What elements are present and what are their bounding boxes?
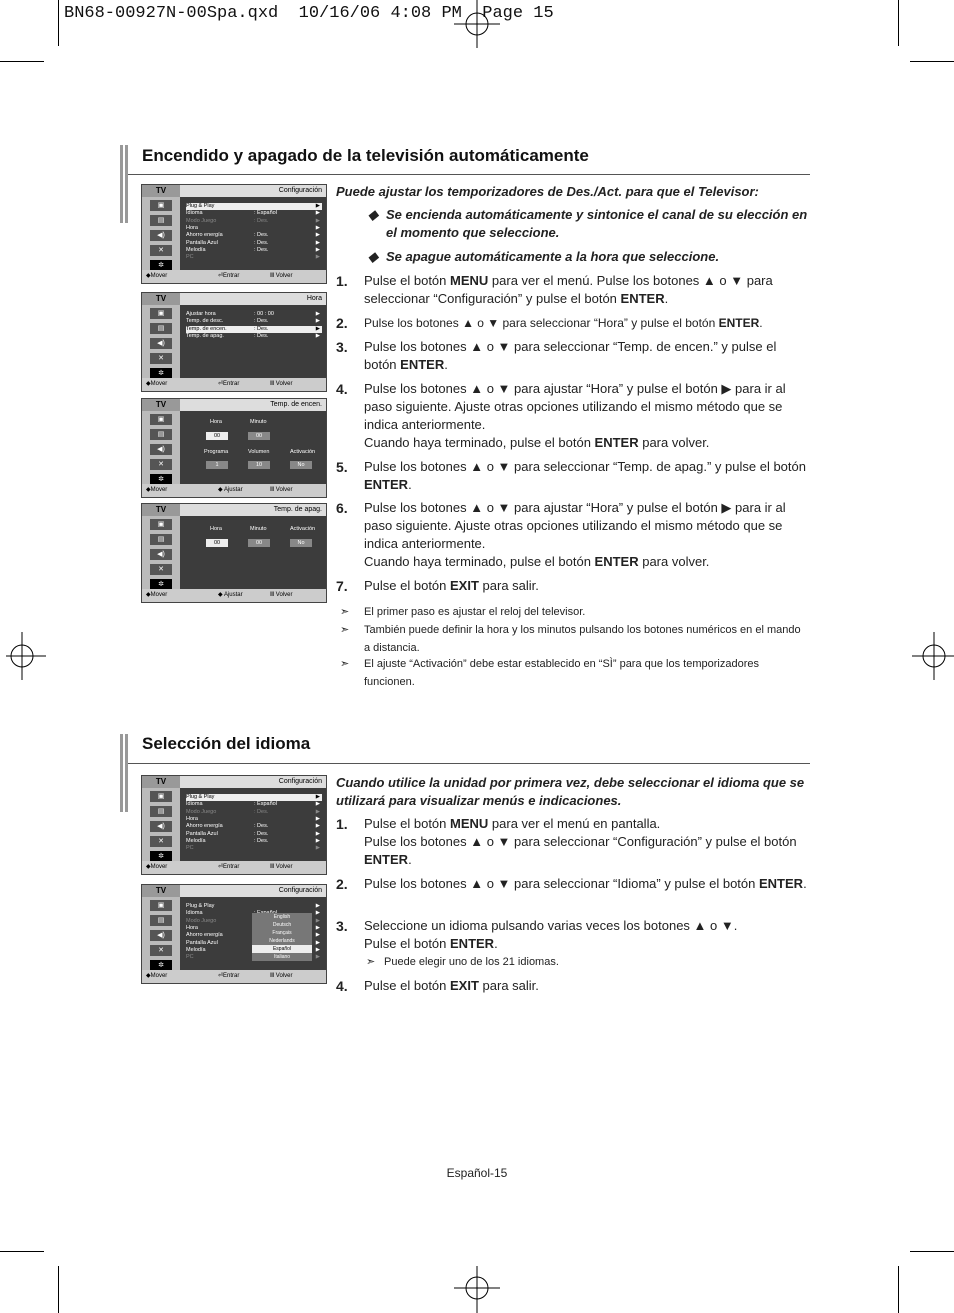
crop-mark bbox=[58, 1266, 59, 1313]
diamond-icon: ◆ bbox=[368, 249, 378, 264]
pointer-arrow-icon: ➣ bbox=[340, 606, 350, 618]
menu-row: Idioma : Español ▶ bbox=[186, 210, 320, 217]
step-number: 4. bbox=[336, 978, 348, 994]
section-bar bbox=[125, 145, 128, 223]
step-number: 3. bbox=[336, 918, 348, 934]
menu-row: Pantalla Azul : Des. ▶ bbox=[186, 239, 320, 246]
step-number: 2. bbox=[336, 315, 348, 331]
diamond-icon: ◆ bbox=[368, 207, 378, 222]
menu-row: Modo Juego : Des. ▶ bbox=[186, 217, 320, 224]
language-option: English bbox=[273, 914, 291, 920]
menu-row: PC ▶ bbox=[186, 954, 320, 961]
step-text: Pulse el botón MENU para ver el menú en pantalla. Pulse los botones ▲ o ▼ para seleccionar “Configuración” y pulse el botón ENTER. bbox=[364, 816, 797, 867]
menu-row: PC ▶ bbox=[186, 845, 320, 852]
setup-icon: ✲ bbox=[150, 260, 172, 271]
page-number: Español-15 bbox=[446, 1166, 508, 1180]
step-number: 1. bbox=[336, 273, 348, 289]
step-text: Pulse el botón EXIT para salir. bbox=[364, 978, 539, 993]
menu-row: Temp. de apag. : Des. ▶ bbox=[186, 332, 320, 339]
menu-row: Plug & Play ▶ bbox=[186, 203, 320, 209]
tv-menu-screen: TV Configuración ▣ ▤ ◀) ✕ ✲ Plug & Play ▶ Idioma : Español ▶ Modo Juego : Des. ▶ Hora ▶ Ahorro energía : Des. ▶ Pantalla Azul : Des. ▶ Melodía : Des. ▶ PC ▶ ◆Mover ⏎Entrar Ⅲ Volver bbox=[141, 184, 327, 284]
step-number: 6. bbox=[336, 500, 348, 516]
input-icon: ✕ bbox=[150, 836, 172, 847]
registration-mark-icon bbox=[906, 632, 954, 680]
menu-row: Temp. de encen. : Des. ▶ bbox=[186, 325, 320, 332]
language-option: Nederlands bbox=[269, 938, 295, 944]
section-bar bbox=[125, 734, 128, 812]
input-icon: ✕ bbox=[150, 245, 172, 256]
menu-row: Pantalla Azul ▶ bbox=[186, 939, 320, 946]
section-intro: Cuando utilice la unidad por primera vez, debe seleccionar el idioma que se utilizará para visualizar menús e indicaciones. bbox=[336, 775, 805, 808]
sound-icon: ◀) bbox=[150, 930, 172, 941]
picture-icon: ▣ bbox=[150, 900, 172, 911]
language-list bbox=[252, 913, 312, 961]
crop-mark bbox=[898, 1266, 899, 1313]
menu-row: Hora ▶ bbox=[186, 924, 320, 931]
crop-mark bbox=[898, 0, 899, 46]
step-number: 5. bbox=[336, 459, 348, 475]
menu-row: PC ▶ bbox=[186, 254, 320, 261]
step-text: Pulse los botones ▲ o ▼ para ajustar “Hora” y pulse el botón ▶ para ir al paso siguiente. Ajuste otras opciones utilizando el mismo método que se indica anteriormente. Cuando haya terminado, pulse el botón ENTER para volver. bbox=[364, 500, 786, 569]
language-option: Français bbox=[272, 930, 292, 936]
registration-mark-icon bbox=[454, 0, 500, 48]
menu-row: Temp. de desc. : Des. ▶ bbox=[186, 318, 320, 325]
menu-row: Melodía : Des. ▶ bbox=[186, 837, 320, 844]
menu-row: Modo Juego : Des. ▶ bbox=[186, 808, 320, 815]
registration-mark-icon bbox=[454, 1266, 500, 1313]
setup-icon: ✲ bbox=[150, 960, 172, 971]
pointer-arrow-icon: ➣ bbox=[340, 658, 350, 670]
crop-mark bbox=[0, 61, 44, 62]
picture-icon: ▣ bbox=[150, 414, 172, 425]
menu-row: Idioma : Español ▶ bbox=[186, 801, 320, 808]
setup-icon: ✲ bbox=[150, 851, 172, 862]
crop-mark bbox=[0, 1251, 44, 1252]
file-header: BN68-00927N-00Spa.qxd 10/16/06 4:08 PM Page 15 bbox=[64, 4, 554, 23]
language-option: Italiano bbox=[273, 954, 291, 960]
menu-row: Ahorro energía : Des. ▶ bbox=[186, 823, 320, 830]
crop-mark bbox=[910, 61, 954, 62]
step-text: Pulse los botones ▲ o ▼ para seleccionar “Idioma” y pulse el botón ENTER. bbox=[364, 876, 807, 891]
input-icon: ✕ bbox=[150, 459, 172, 470]
registration-mark-icon bbox=[6, 632, 52, 680]
channel-icon: ▤ bbox=[150, 534, 172, 545]
tv-menu-screen: TV Temp. de encen. ▣ ▤ ◀) ✕ ✲ Hora Minuto 00 00 Programa Volumen Activación 1 10 No ◆Mover ◆ Ajustar Ⅲ Volver bbox=[141, 398, 327, 498]
sound-icon: ◀) bbox=[150, 230, 172, 241]
step-number: 2. bbox=[336, 876, 348, 892]
menu-row: Hora ▶ bbox=[186, 815, 320, 822]
step-text: Pulse los botones ▲ o ▼ para seleccionar “Temp. de encen.” y pulse el botón ENTER. bbox=[364, 339, 777, 372]
section-intro: Puede ajustar los temporizadores de Des./Act. para que el Televisor: bbox=[336, 184, 759, 199]
input-icon: ✕ bbox=[150, 353, 172, 364]
menu-row: Idioma ▶ bbox=[186, 910, 320, 917]
crop-mark bbox=[910, 1251, 954, 1252]
step-text: Pulse los botones ▲ o ▼ para ajustar “Hora” y pulse el botón ▶ para ir al paso siguiente. Ajuste otras opciones utilizando el mismo método que se indica anteriormente. Cuando haya terminado, pulse el botón ENTER para volver. bbox=[364, 381, 786, 450]
language-option: Español bbox=[252, 945, 312, 953]
language-option: Deutsch bbox=[272, 922, 292, 928]
input-icon: ✕ bbox=[150, 564, 172, 575]
channel-icon: ▤ bbox=[150, 806, 172, 817]
sound-icon: ◀) bbox=[150, 444, 172, 455]
step-text: Pulse los botones ▲ o ▼ para seleccionar “Hora” y pulse el botón ENTER. bbox=[364, 316, 763, 330]
tv-menu-screen: TV Temp. de apag. ▣ ▤ ◀) ✕ ✲ Hora Minuto Activación 00 00 No ◆Mover ◆ Ajustar Ⅲ Volver bbox=[141, 503, 327, 603]
picture-icon: ▣ bbox=[150, 519, 172, 530]
picture-icon: ▣ bbox=[150, 308, 172, 319]
menu-row: Hora ▶ bbox=[186, 224, 320, 231]
pointer-arrow-icon: ➣ bbox=[366, 956, 376, 968]
step-text: Pulse el botón EXIT para salir. bbox=[364, 578, 539, 593]
menu-row: Ahorro energía : Des. ▶ bbox=[186, 232, 320, 239]
tv-menu-screen: TV Configuración ▣ ▤ ◀) ✕ ✲ Plug & Play ▶ Idioma : Español ▶ Modo Juego : Des. ▶ Hora ▶ Ahorro energía : Des. ▶ Pantalla Azul : Des. ▶ Melodía : Des. ▶ PC ▶ ◆Mover ⏎Entrar Ⅲ Volver bbox=[141, 775, 327, 875]
sound-icon: ◀) bbox=[150, 821, 172, 832]
section-bar bbox=[120, 734, 123, 812]
step-number: 1. bbox=[336, 816, 348, 832]
channel-icon: ▤ bbox=[150, 429, 172, 440]
pointer-arrow-icon: ➣ bbox=[340, 624, 350, 636]
step-text: Seleccione un idioma pulsando varias veces los botones ▲ o ▼. Pulse el botón ENTER. bbox=[364, 918, 738, 951]
menu-row: Melodía ▶ bbox=[186, 946, 320, 953]
channel-icon: ▤ bbox=[150, 323, 172, 334]
step-text: Pulse los botones ▲ o ▼ para seleccionar “Temp. de apag.” y pulse el botón ENTER. bbox=[364, 459, 806, 492]
section-rule bbox=[128, 174, 810, 175]
menu-row: Pantalla Azul : Des. ▶ bbox=[186, 830, 320, 837]
menu-row: Ahorro energía ▶ bbox=[186, 932, 320, 939]
menu-row: Ajustar hora : 00 : 00 ▶ bbox=[186, 311, 320, 317]
menu-row: Modo Juego ▶ bbox=[186, 917, 320, 924]
setup-icon: ✲ bbox=[150, 474, 172, 485]
step-number: 4. bbox=[336, 381, 348, 397]
crop-mark bbox=[58, 0, 59, 46]
channel-icon: ▤ bbox=[150, 215, 172, 226]
setup-icon: ✲ bbox=[150, 368, 172, 379]
section-bar bbox=[120, 145, 123, 223]
menu-row: Plug & Play ▶ bbox=[186, 794, 320, 800]
input-icon: ✕ bbox=[150, 945, 172, 956]
picture-icon: ▣ bbox=[150, 791, 172, 802]
channel-icon: ▤ bbox=[150, 915, 172, 926]
menu-row: Melodía : Des. ▶ bbox=[186, 246, 320, 253]
step-number: 3. bbox=[336, 339, 348, 355]
sound-icon: ◀) bbox=[150, 549, 172, 560]
section-title: Encendido y apagado de la televisión automáticamente bbox=[142, 146, 589, 165]
section-rule bbox=[128, 763, 810, 764]
menu-row: Plug & Play ▶ bbox=[186, 903, 320, 909]
tv-menu-screen: TV Configuración ▣ ▤ ◀) ✕ ✲ Plug & Play ▶ Idioma ▶ Modo Juego ▶ Hora ▶ Ahorro energía ▶ Pantalla Azul ▶ Melodía ▶ PC ▶ English Deutsch Français Nederlands Español Italiano ◆Mover ⏎Entrar Ⅲ Volver bbox=[141, 884, 327, 984]
section-title: Selección del idioma bbox=[142, 734, 311, 753]
tv-menu-screen: TV Hora ▣ ▤ ◀) ✕ ✲ Ajustar hora : 00 : 00 ▶ Temp. de desc. : Des. ▶ Temp. de encen. : Des. ▶ Temp. de apag. : Des. ▶ ◆Mover ⏎Entrar Ⅲ Volver bbox=[141, 292, 327, 392]
sound-icon: ◀) bbox=[150, 338, 172, 349]
setup-icon: ✲ bbox=[150, 579, 172, 590]
step-text: Pulse el botón MENU para ver el menú. Pulse los botones ▲ o ▼ para seleccionar “Configuración” y pulse el botón ENTER. bbox=[364, 273, 773, 306]
step-number: 7. bbox=[336, 578, 348, 594]
picture-icon: ▣ bbox=[150, 200, 172, 211]
